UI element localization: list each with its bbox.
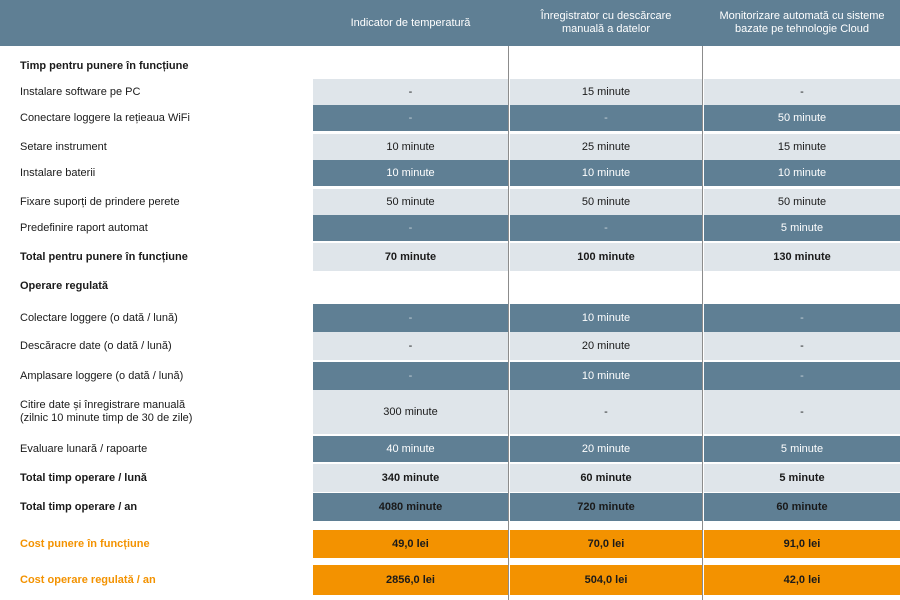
cell-col1: -	[313, 215, 508, 241]
section-setup	[0, 54, 900, 78]
row-label: Predefinire raport automat	[20, 221, 148, 234]
cell-col2: 10 minute	[510, 304, 702, 332]
cell-col3: -	[704, 304, 900, 332]
table-header	[0, 0, 900, 46]
cell-col3: 5 minute	[704, 436, 900, 462]
header-manual-logger: Înregistrator cu descărcare manuală a datelor	[540, 10, 672, 35]
cell-col2: 50 minute	[510, 189, 702, 215]
table-row	[0, 134, 900, 160]
table-row-total-month	[0, 464, 900, 492]
cell-col1: -	[313, 362, 508, 390]
table-row	[0, 105, 900, 131]
cell-col3: 10 minute	[704, 160, 900, 186]
table-row	[0, 215, 900, 241]
row-label: Cost punere în funcțiune	[20, 537, 150, 550]
row-label: Conectare loggere la rețieaua WiFi	[20, 111, 190, 124]
section-operation	[0, 273, 900, 299]
cell-col1: -	[313, 332, 508, 360]
cell-col2: -	[510, 105, 702, 131]
column-divider	[508, 46, 509, 600]
row-label: Total timp operare / an	[20, 500, 138, 513]
cell-col3: -	[704, 79, 900, 105]
cell-col2: 70,0 lei	[510, 530, 702, 558]
cell-col1: 40 minute	[313, 436, 508, 462]
cell-col1: 340 minute	[313, 464, 508, 492]
cell-col3: 130 minute	[704, 243, 900, 271]
cell-col2: 20 minute	[510, 436, 702, 462]
row-label: Amplasare loggere (o dată / lună)	[20, 369, 184, 382]
row-label-line1: Citire date și înregistrare manuală	[20, 399, 186, 411]
row-label: Colectare loggere (o dată / lună)	[20, 311, 178, 324]
row-label: Instalare software pe PC	[20, 85, 141, 98]
cell-col3: 50 minute	[704, 189, 900, 215]
cell-col2: 100 minute	[510, 243, 702, 271]
table-row	[0, 362, 900, 390]
row-label: Descăracre date (o dată / lună)	[20, 339, 172, 352]
table-row	[0, 79, 900, 105]
cell-col1: 10 minute	[313, 160, 508, 186]
row-label-line2: (zilnic 10 minute timp de 30 de zile)	[20, 412, 193, 424]
cell-col2: 20 minute	[510, 332, 702, 360]
cell-col1: 300 minute	[313, 390, 508, 434]
cell-col3: -	[704, 390, 900, 434]
cell-col1: 49,0 lei	[313, 530, 508, 558]
cell-col3: 5 minute	[704, 464, 900, 492]
cell-col2: -	[510, 390, 702, 434]
cell-col1: -	[313, 304, 508, 332]
cell-col2: 10 minute	[510, 160, 702, 186]
table-row-total-setup	[0, 243, 900, 271]
section-operation-title: Operare regulată	[20, 279, 109, 292]
cell-col3: 91,0 lei	[704, 530, 900, 558]
table-row	[0, 436, 900, 462]
table-row	[0, 189, 900, 215]
cell-col3: 15 minute	[704, 134, 900, 160]
cell-col1: 4080 minute	[313, 493, 508, 521]
cell-col1: 10 minute	[313, 134, 508, 160]
cell-col2: 60 minute	[510, 464, 702, 492]
cell-col2: 25 minute	[510, 134, 702, 160]
cell-col3: 50 minute	[704, 105, 900, 131]
row-label: Instalare baterii	[20, 166, 96, 179]
section-setup-title: Timp pentru punere în funcțiune	[20, 59, 189, 72]
cell-col1: 70 minute	[313, 243, 508, 271]
cell-col1: 2856,0 lei	[313, 565, 508, 595]
cell-col2: -	[510, 215, 702, 241]
cell-col2: 15 minute	[510, 79, 702, 105]
table-row	[0, 332, 900, 360]
cell-col1: -	[313, 105, 508, 131]
cell-col1: 50 minute	[313, 189, 508, 215]
row-label: Total timp operare / lună	[20, 471, 147, 484]
cell-col3: 5 minute	[704, 215, 900, 241]
cell-col3: -	[704, 332, 900, 360]
row-label: Setare instrument	[20, 140, 107, 153]
header-temperature-indicator: Indicator de temperatură	[350, 16, 471, 29]
row-label: Cost operare regulată / an	[20, 573, 156, 586]
row-label	[20, 390, 192, 434]
table-row-total-year	[0, 493, 900, 521]
header-cloud-monitoring: Monitorizare automată cu sisteme bazate pe tehnologie Cloud	[719, 10, 885, 35]
table-row-cost-operation	[0, 565, 900, 595]
table-row	[0, 390, 900, 434]
cell-col3: -	[704, 362, 900, 390]
cell-col3: 42,0 lei	[704, 565, 900, 595]
table-row	[0, 160, 900, 186]
table-row-cost-setup	[0, 530, 900, 558]
cell-col2: 10 minute	[510, 362, 702, 390]
table-row	[0, 304, 900, 332]
row-label: Evaluare lunară / rapoarte	[20, 442, 148, 455]
cell-col1: -	[313, 79, 508, 105]
row-label: Total pentru punere în funcțiune	[20, 250, 188, 263]
cell-col3: 60 minute	[704, 493, 900, 521]
row-label: Fixare suporți de prindere perete	[20, 195, 180, 208]
cell-col2: 504,0 lei	[510, 565, 702, 595]
cell-col2: 720 minute	[510, 493, 702, 521]
column-divider	[702, 46, 703, 600]
